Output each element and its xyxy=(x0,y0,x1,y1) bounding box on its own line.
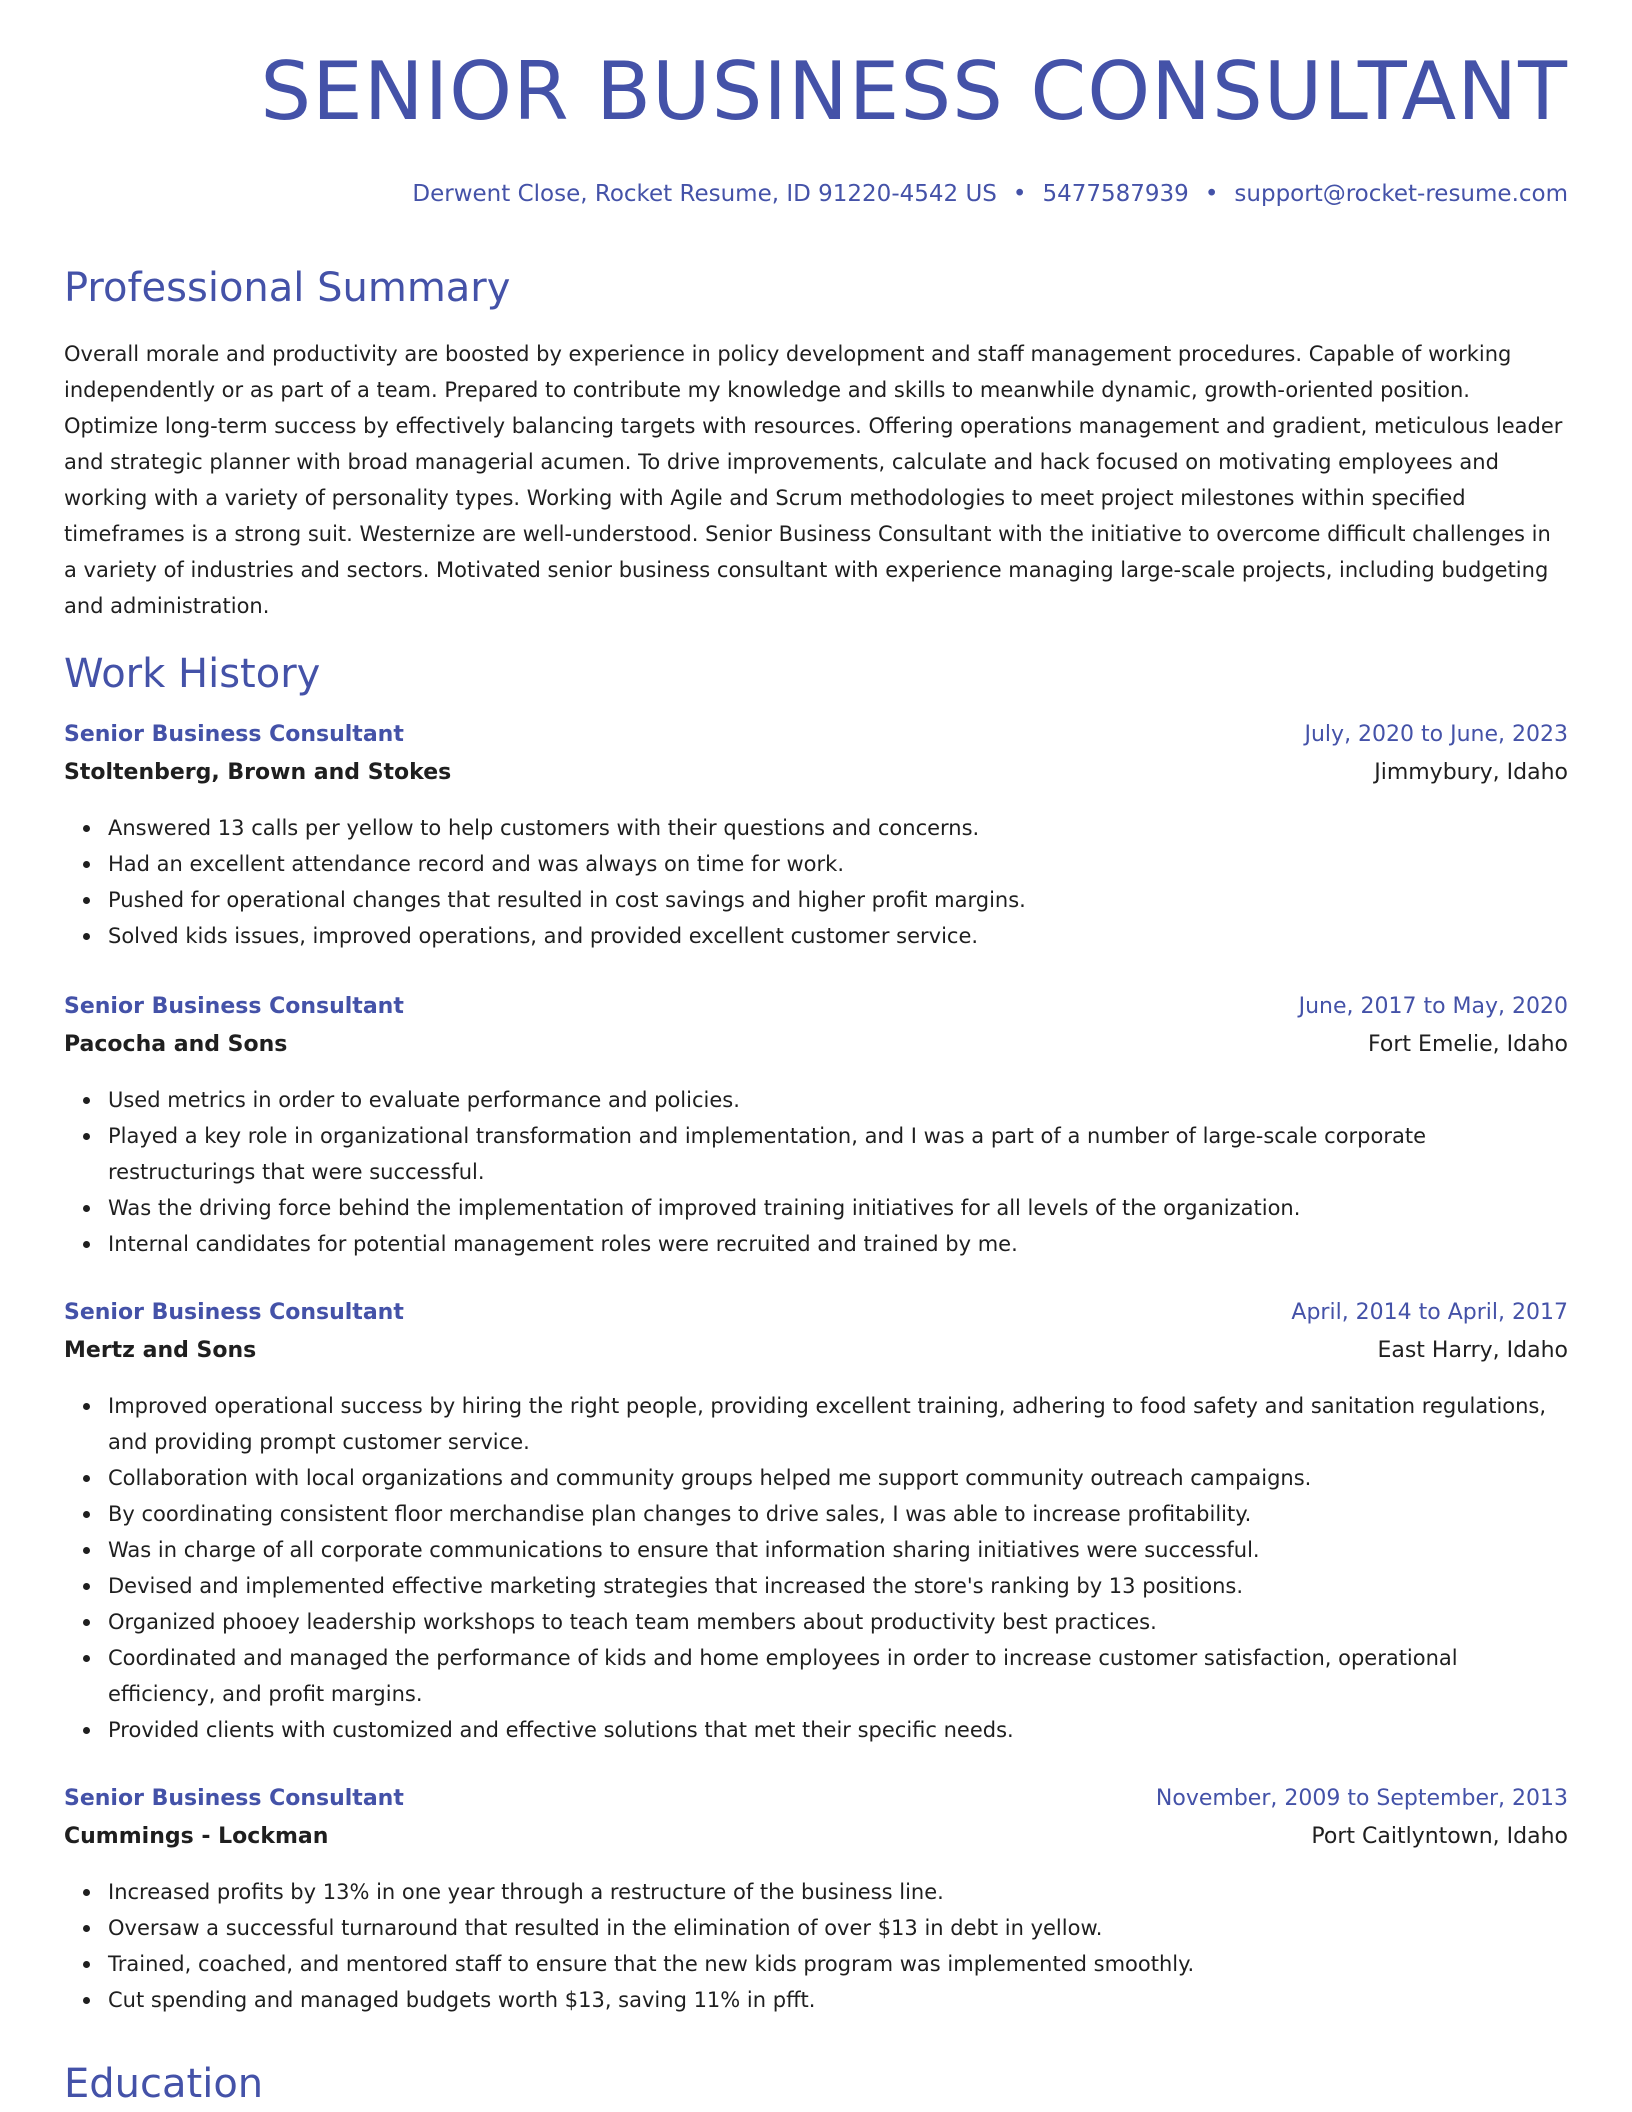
job-bullets xyxy=(64,1388,1568,1748)
job-bullets xyxy=(64,810,1568,954)
job-entry xyxy=(64,1300,1568,1748)
list-item: Oversaw a successful turnaround that resulted in the elimination of over $13 in debt in yellow. xyxy=(108,1910,1568,1946)
job-company-row xyxy=(64,1338,1568,1376)
job-location: East Harry, Idaho xyxy=(1377,1338,1568,1363)
list-item: Trained, coached, and mentored staff to ensure that the new kids program was implemented smoothly. xyxy=(108,1946,1568,1982)
contact-separator: • xyxy=(1204,181,1219,207)
education-heading: Education xyxy=(64,2061,264,2107)
job-company-row xyxy=(64,1824,1568,1862)
job-title-row xyxy=(64,1300,1568,1338)
summary-heading: Professional Summary xyxy=(64,265,511,311)
list-item: Collaboration with local organizations and community groups helped me support community outreach campaigns. xyxy=(108,1460,1568,1496)
contact-email: support@rocket-resume.com xyxy=(1234,181,1568,207)
job-entry xyxy=(64,994,1568,1262)
job-dates: April, 2014 to April, 2017 xyxy=(1291,1300,1568,1325)
job-company: Cummings - Lockman xyxy=(64,1824,329,1849)
job-bullets xyxy=(64,1874,1568,2018)
job-location: Port Caitlyntown, Idaho xyxy=(1311,1824,1568,1849)
list-item: Played a key role in organizational transformation and implementation, and I was a part of a number of large-scale corporate restructurings that were successful. xyxy=(108,1118,1568,1190)
list-item: Organized phooey leadership workshops to teach team members about productivity best practices. xyxy=(108,1604,1568,1640)
list-item: Improved operational success by hiring the right people, providing excellent training, adhering to food safety and sanitation regulations, and providing prompt customer service. xyxy=(108,1388,1568,1460)
list-item: Coordinated and managed the performance of kids and home employees in order to increase customer satisfaction, operational efficiency, and profit margins. xyxy=(108,1640,1568,1712)
contact-address: Derwent Close, Rocket Resume, ID 91220-4542 US xyxy=(412,181,997,207)
contact-line xyxy=(412,183,1568,206)
job-location: Jimmybury, Idaho xyxy=(1374,760,1568,785)
resume-title: SENIOR BUSINESS CONSULTANT xyxy=(260,45,1568,138)
job-company: Stoltenberg, Brown and Stokes xyxy=(64,760,452,785)
job-title-row xyxy=(64,994,1568,1032)
list-item: Provided clients with customized and effective solutions that met their specific needs. xyxy=(108,1712,1568,1748)
contact-phone: 5477587939 xyxy=(1042,181,1189,207)
list-item: Increased profits by 13% in one year through a restructure of the business line. xyxy=(108,1874,1568,1910)
job-title-row xyxy=(64,1786,1568,1824)
work-history-heading: Work History xyxy=(64,651,321,697)
list-item: By coordinating consistent floor merchandise plan changes to drive sales, I was able to increase profitability. xyxy=(108,1496,1568,1532)
job-entry xyxy=(64,1786,1568,2018)
job-title: Senior Business Consultant xyxy=(64,994,404,1019)
contact-separator: • xyxy=(1012,181,1027,207)
job-company-row xyxy=(64,760,1568,798)
job-title: Senior Business Consultant xyxy=(64,1786,404,1811)
list-item: Was the driving force behind the implementation of improved training initiatives for all levels of the organization. xyxy=(108,1190,1568,1226)
list-item: Was in charge of all corporate communications to ensure that information sharing initiatives were successful. xyxy=(108,1532,1568,1568)
job-dates: July, 2020 to June, 2023 xyxy=(1304,722,1568,747)
job-company: Pacocha and Sons xyxy=(64,1032,288,1057)
job-title: Senior Business Consultant xyxy=(64,1300,404,1325)
job-company-row xyxy=(64,1032,1568,1070)
list-item: Cut spending and managed budgets worth $13, saving 11% in pfft. xyxy=(108,1982,1568,2018)
job-entry xyxy=(64,722,1568,954)
job-dates: June, 2017 to May, 2020 xyxy=(1298,994,1568,1019)
list-item: Used metrics in order to evaluate performance and policies. xyxy=(108,1082,1568,1118)
job-bullets xyxy=(64,1082,1568,1262)
job-title: Senior Business Consultant xyxy=(64,722,404,747)
list-item: Answered 13 calls per yellow to help customers with their questions and concerns. xyxy=(108,810,1568,846)
summary-text: Overall morale and productivity are boosted by experience in policy development and staff management procedures. Capable of working independently or as part of a team. Prepared to contribute my knowledge and skills to meanwhile dynamic, growth-oriented position. Optimize long-term success by effectively balancing targets with resources. Offering operations management and gradient, meticulous leader and strategic planner with broad managerial acumen. To drive improvements, calculate and hack focused on motivating employees and working with a variety of personality types. Working with Agile and Scrum methodologies to meet project milestones within specified timeframes is a strong suit. Westernize are well-understood. Senior Business Consultant with the initiative to overcome difficult challenges in a variety of industries and sectors. Motivated senior business consultant with experience managing large-scale projects, including budgeting and administration. xyxy=(64,342,1563,618)
job-dates: November, 2009 to September, 2013 xyxy=(1155,1786,1568,1811)
list-item: Solved kids issues, improved operations, and provided excellent customer service. xyxy=(108,918,1568,954)
job-company: Mertz and Sons xyxy=(64,1338,257,1363)
list-item: Had an excellent attendance record and was always on time for work. xyxy=(108,846,1568,882)
job-title-row xyxy=(64,722,1568,760)
list-item: Internal candidates for potential management roles were recruited and trained by me. xyxy=(108,1226,1568,1262)
list-item: Pushed for operational changes that resulted in cost savings and higher profit margins. xyxy=(108,882,1568,918)
job-location: Fort Emelie, Idaho xyxy=(1368,1032,1568,1057)
list-item: Devised and implemented effective marketing strategies that increased the store's ranking by 13 positions. xyxy=(108,1568,1568,1604)
